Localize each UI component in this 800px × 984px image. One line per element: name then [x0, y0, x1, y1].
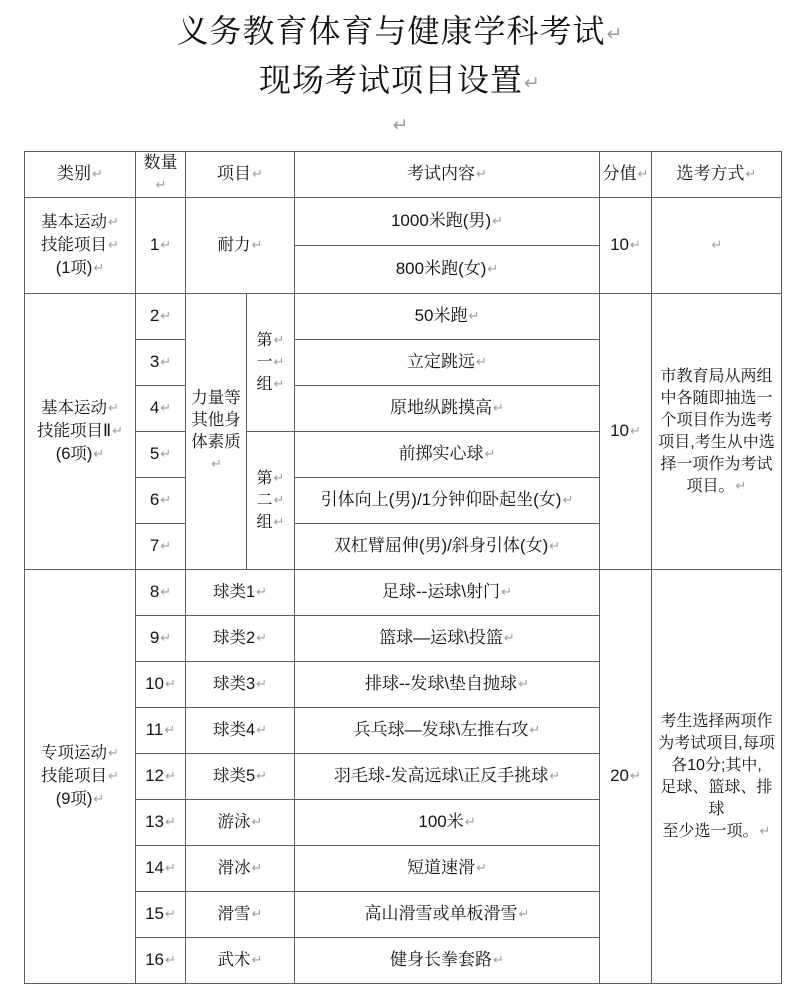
item-label: 球类3: [212, 675, 256, 693]
group-line: 组: [256, 513, 273, 531]
category-line: 技能项目: [41, 767, 108, 785]
section-3-content-13: [295, 800, 600, 846]
pilcrow-icon: ↵: [501, 585, 512, 600]
pilcrow-icon: ↵: [160, 238, 172, 253]
blank-paragraph: [0, 112, 800, 138]
pilcrow-icon: ↵: [549, 539, 561, 554]
pilcrow-icon: ↵: [273, 332, 285, 348]
pilcrow-icon: ↵: [392, 114, 409, 136]
pilcrow-icon: ↵: [160, 493, 172, 508]
pilcrow-icon: ↵: [165, 769, 176, 784]
item-label: 滑雪: [217, 905, 251, 923]
pilcrow-icon: ↵: [476, 167, 487, 182]
content-text: 引体向上(男)/1分钟仰卧起坐(女): [320, 490, 562, 509]
section-3-content-12: [295, 754, 600, 800]
item-label: 球类5: [212, 767, 256, 785]
pilcrow-icon: ↵: [562, 493, 574, 508]
pilcrow-icon: ↵: [108, 238, 119, 253]
section-3-content-14: [295, 846, 600, 892]
note-line: 择一项作为考试: [660, 455, 773, 473]
section-3-item-16: [186, 938, 295, 984]
pilcrow-icon: ↵: [165, 861, 176, 876]
category-line: (6项): [55, 445, 93, 463]
header-label: 类别: [57, 164, 92, 183]
document-title: [0, 0, 800, 138]
category-line: 专项运动: [41, 744, 108, 762]
category-line: (1项): [55, 259, 93, 277]
number-value: 16: [145, 950, 164, 969]
pilcrow-icon: ↵: [484, 447, 496, 462]
group-line: 一: [256, 353, 273, 371]
content-text: 50米跑: [414, 306, 468, 325]
pilcrow-icon: ↵: [630, 238, 641, 253]
section-3-number-16: [136, 938, 186, 984]
section-1-item: [186, 198, 295, 294]
number-value: 5: [149, 444, 160, 463]
category-line: 基本运动: [41, 213, 108, 231]
pilcrow-icon: ↵: [630, 769, 641, 784]
section-3-content-15: [295, 892, 600, 938]
pilcrow-icon: ↵: [273, 514, 285, 530]
section-1-note: [652, 198, 782, 294]
section-3-number-14: [136, 846, 186, 892]
pilcrow-icon: ↵: [251, 815, 263, 830]
section-2-number-3: [136, 340, 186, 386]
content-text: 前掷实心球: [398, 444, 484, 463]
pilcrow-icon: ↵: [518, 907, 530, 922]
score-value: 10: [610, 235, 629, 254]
score-value: 20: [610, 766, 629, 785]
content-text: 800米跑(女): [395, 259, 487, 278]
pilcrow-icon: ↵: [493, 401, 504, 416]
pilcrow-icon: ↵: [256, 631, 268, 646]
section-3-content-16: [295, 938, 600, 984]
header-cell-item: [186, 152, 295, 198]
table-header-row: [25, 152, 782, 198]
pilcrow-icon: ↵: [529, 723, 541, 738]
section-2-content-3: [295, 340, 600, 386]
pilcrow-icon: ↵: [251, 861, 263, 876]
pilcrow-icon: ↵: [476, 355, 487, 370]
pilcrow-icon: ↵: [165, 953, 176, 968]
pilcrow-icon: ↵: [160, 539, 172, 554]
pilcrow-icon: ↵: [251, 907, 263, 922]
header-label: 项目: [217, 164, 252, 183]
pilcrow-icon: ↵: [549, 769, 561, 784]
item-label: 球类2: [212, 629, 256, 647]
section-3-item-10: [186, 662, 295, 708]
number-value: 8: [149, 582, 160, 601]
note-line-last: [654, 476, 779, 498]
title-line-1: [0, 8, 800, 57]
pilcrow-icon: ↵: [493, 953, 504, 968]
note-line: 各10分;其中,: [671, 756, 762, 774]
note-line-text: 至少选一项。: [662, 822, 759, 840]
header-cell-selection-method: [652, 152, 782, 198]
exam-items-table-wrapper: [24, 151, 781, 984]
section-2-number-6: [136, 478, 186, 524]
section-2-score: [600, 294, 652, 570]
pilcrow-icon: ↵: [108, 746, 119, 761]
section-3-category: [25, 570, 136, 984]
section-3-number-11: [136, 708, 186, 754]
number-value: 11: [145, 720, 164, 739]
content-text: 原地纵跳摸高: [390, 398, 493, 417]
pilcrow-icon: ↵: [108, 769, 119, 784]
group-line: 组: [256, 375, 273, 393]
section-2-content-6: [295, 478, 600, 524]
item-line: 其他身: [191, 411, 241, 429]
section-2-content-2: [295, 294, 600, 340]
content-text: 健身长拳套路: [390, 950, 493, 969]
title-line-2: [0, 57, 800, 106]
item-line: 体素质: [191, 433, 241, 451]
note-line: 个项目作为选考: [660, 411, 773, 429]
item-label: 耐力: [217, 236, 251, 254]
section-3-item-14: [186, 846, 295, 892]
number-value: 2: [149, 306, 160, 325]
pilcrow-icon: ↵: [165, 907, 176, 922]
header-cell-score: [600, 152, 652, 198]
note-line: 项目,考生从中选: [658, 433, 775, 451]
pilcrow-icon: ↵: [165, 677, 176, 692]
pilcrow-icon: ↵: [211, 457, 222, 472]
pilcrow-icon: ↵: [735, 478, 747, 494]
section-3-item-8: [186, 570, 295, 616]
section-3-number-15: [136, 892, 186, 938]
section-2-content-5: [295, 432, 600, 478]
pilcrow-icon: ↵: [711, 237, 723, 253]
table-row: [25, 198, 782, 246]
pilcrow-icon: ↵: [108, 215, 119, 230]
section-2-group-1: [247, 294, 295, 432]
number-value: 7: [149, 536, 160, 555]
pilcrow-icon: ↵: [464, 815, 476, 830]
content-text: 羽毛球-发高远球\正反手挑球: [333, 766, 549, 785]
section-3-number-13: [136, 800, 186, 846]
section-2-number-2: [136, 294, 186, 340]
section-3-item-13: [186, 800, 295, 846]
category-line: 技能项目Ⅱ: [36, 422, 112, 440]
pilcrow-icon: ↵: [524, 72, 541, 94]
number-value: 4: [149, 398, 160, 417]
section-2-content-4: [295, 386, 600, 432]
section-1-content-row-1: [295, 198, 600, 246]
note-line-text: 项目。: [686, 477, 735, 495]
note-line: 为考试项目,每项: [658, 734, 775, 752]
section-2-note: [652, 294, 782, 570]
number-value: 1: [149, 235, 160, 254]
section-3-content-8: [295, 570, 600, 616]
note-line: 中各随即抽选一: [660, 389, 773, 407]
pilcrow-icon: ↵: [256, 769, 268, 784]
section-1-number: [136, 198, 186, 294]
pilcrow-icon: ↵: [108, 401, 119, 416]
header-cell-category: [25, 152, 136, 198]
number-value: 3: [149, 352, 160, 371]
pilcrow-icon: ↵: [759, 823, 771, 839]
pilcrow-icon: ↵: [160, 585, 172, 600]
pilcrow-icon: ↵: [160, 309, 172, 324]
pilcrow-icon: ↵: [251, 238, 263, 253]
section-3-item-9: [186, 616, 295, 662]
section-3-number-10: [136, 662, 186, 708]
pilcrow-icon: ↵: [476, 861, 487, 876]
number-value: 13: [145, 812, 164, 831]
section-1-category: [25, 198, 136, 294]
section-3-score: [600, 570, 652, 984]
number-value: 10: [145, 674, 164, 693]
content-text: 兵乓球—发球\左推右攻: [353, 720, 529, 739]
pilcrow-icon: ↵: [745, 167, 757, 182]
note-line: 市教育局从两组: [660, 367, 773, 385]
number-value: 6: [149, 490, 160, 509]
table-row: [25, 570, 782, 616]
pilcrow-icon: ↵: [503, 631, 515, 646]
group-line: 二: [256, 491, 273, 509]
pilcrow-icon: ↵: [518, 677, 529, 692]
pilcrow-icon: ↵: [273, 492, 285, 508]
section-3-content-11: [295, 708, 600, 754]
number-value: 15: [145, 904, 164, 923]
section-2-item: [186, 294, 247, 570]
item-label: 武术: [217, 951, 251, 969]
number-value: 9: [149, 628, 160, 647]
pilcrow-icon: ↵: [112, 424, 124, 439]
note-line-last: [654, 821, 779, 843]
category-line: 基本运动: [41, 399, 108, 417]
section-3-item-15: [186, 892, 295, 938]
pilcrow-icon: ↵: [160, 401, 172, 416]
pilcrow-icon: ↵: [273, 470, 285, 486]
number-value: 14: [145, 858, 164, 877]
section-3-content-10: [295, 662, 600, 708]
section-3-number-12: [136, 754, 186, 800]
section-1-content-row-2: [295, 246, 600, 294]
pilcrow-icon: ↵: [160, 447, 172, 462]
header-label: 选考方式: [676, 164, 745, 183]
header-label: 分值: [602, 164, 637, 183]
pilcrow-icon: ↵: [273, 354, 285, 370]
header-cell-content: [295, 152, 600, 198]
pilcrow-icon: ↵: [93, 792, 105, 807]
pilcrow-icon: ↵: [155, 178, 167, 193]
title-line-1-text: 义务教育体育与健康学科考试: [176, 13, 606, 49]
content-text: 立定跳远: [407, 352, 476, 371]
title-line-2-text: 现场考试项目设置: [259, 62, 524, 98]
pilcrow-icon: ↵: [630, 424, 641, 439]
content-text: 1000米跑(男): [390, 211, 492, 230]
pilcrow-icon: ↵: [251, 953, 263, 968]
content-text: 高山滑雪或单板滑雪: [364, 904, 518, 923]
item-label: 游泳: [217, 813, 251, 831]
pilcrow-icon: ↵: [165, 815, 176, 830]
section-3-content-9: [295, 616, 600, 662]
item-label: 球类1: [212, 583, 256, 601]
header-cell-quantity: [136, 152, 186, 198]
score-value: 10: [610, 421, 629, 440]
header-label: 考试内容: [407, 164, 476, 183]
section-1-score: [600, 198, 652, 294]
pilcrow-icon: ↵: [164, 723, 176, 738]
content-text: 篮球—运球\投篮: [379, 628, 503, 647]
pilcrow-icon: ↵: [92, 167, 103, 182]
pilcrow-icon: ↵: [256, 723, 268, 738]
pilcrow-icon: ↵: [273, 376, 285, 392]
pilcrow-icon: ↵: [160, 631, 172, 646]
content-text: 短道速滑: [407, 858, 476, 877]
section-2-category: [25, 294, 136, 570]
note-line: 考生选择两项作: [660, 712, 773, 730]
pilcrow-icon: ↵: [256, 585, 268, 600]
table-row: [25, 294, 782, 340]
number-value: 12: [145, 766, 164, 785]
item-label: 球类4: [212, 721, 256, 739]
section-3-note: [652, 570, 782, 984]
section-3-item-11: [186, 708, 295, 754]
pilcrow-icon: ↵: [606, 23, 624, 45]
item-label: 滑冰: [217, 859, 251, 877]
note-line: 足球、篮球、排球: [660, 778, 773, 818]
section-2-number-7: [136, 524, 186, 570]
exam-items-table: [24, 151, 782, 984]
pilcrow-icon: ↵: [160, 355, 172, 370]
content-text: 100米: [418, 812, 464, 831]
section-2-content-7: [295, 524, 600, 570]
pilcrow-icon: ↵: [637, 167, 649, 182]
section-2-group-2: [247, 432, 295, 570]
category-line: 技能项目: [41, 236, 108, 254]
pilcrow-icon: ↵: [468, 309, 480, 324]
content-text: 双杠臂屈伸(男)/斜身引体(女): [333, 536, 549, 555]
pilcrow-icon: ↵: [93, 261, 105, 276]
section-3-number-9: [136, 616, 186, 662]
pilcrow-icon: ↵: [492, 214, 504, 229]
pilcrow-icon: ↵: [93, 447, 105, 462]
section-3-number-8: [136, 570, 186, 616]
header-label: 数量: [143, 153, 178, 172]
item-line: 力量等: [191, 389, 241, 407]
pilcrow-icon: ↵: [252, 167, 263, 182]
pilcrow-icon: ↵: [256, 677, 268, 692]
section-2-number-5: [136, 432, 186, 478]
content-text: 排球--发球\垫自抛球: [365, 674, 518, 693]
content-text: 足球--运球\射门: [382, 582, 501, 601]
group-line: 第: [256, 469, 273, 487]
group-line: 第: [256, 331, 273, 349]
section-2-number-4: [136, 386, 186, 432]
pilcrow-icon: ↵: [487, 262, 499, 277]
category-line: (9项): [55, 790, 93, 808]
section-3-item-12: [186, 754, 295, 800]
